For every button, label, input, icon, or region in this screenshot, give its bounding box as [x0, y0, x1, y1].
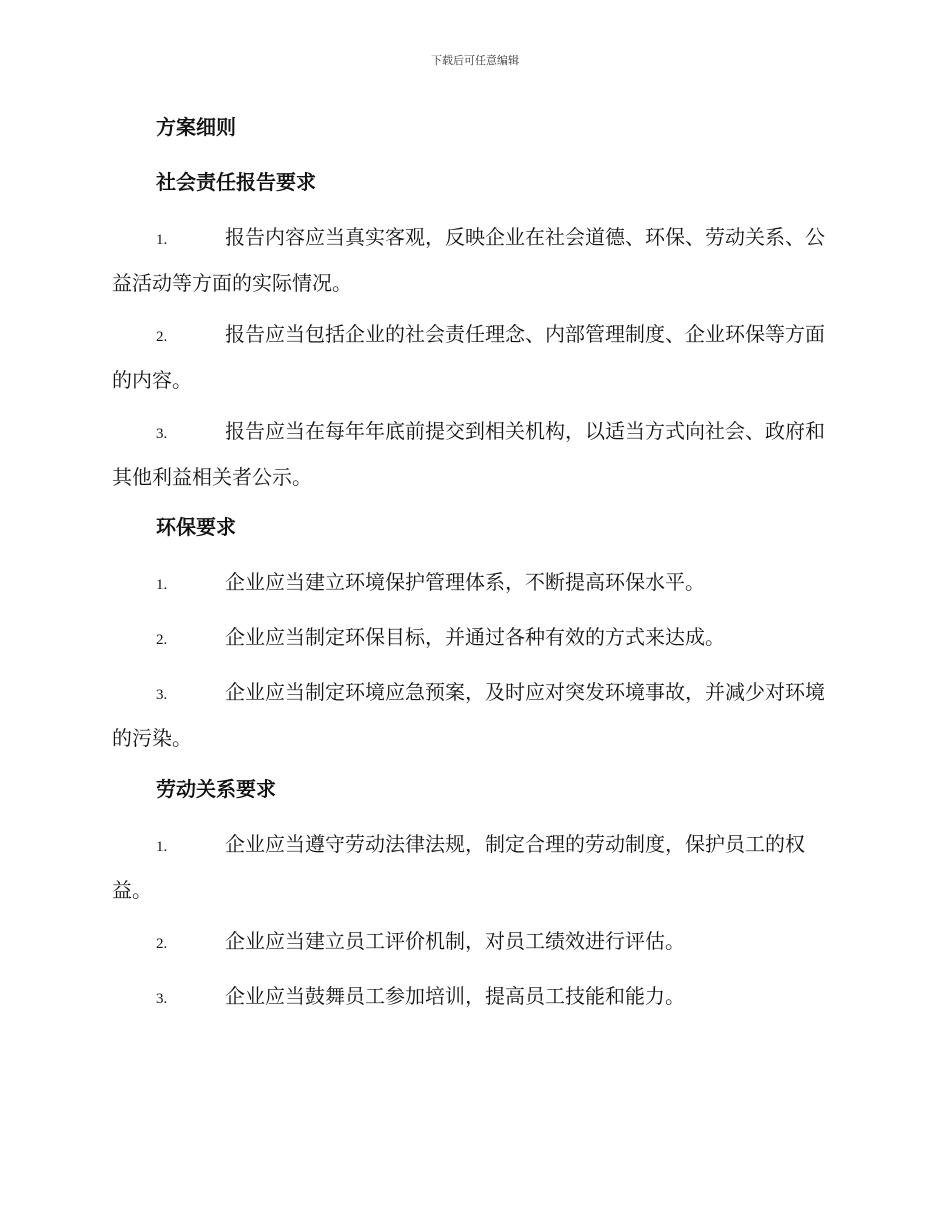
- list-item: [112, 216, 837, 305]
- item-number: 2.: [156, 632, 168, 648]
- item-text: 企业应当制定环境应急预案，及时应对突发环境事故，并减少对环境的污染。: [112, 680, 825, 750]
- list-item: [112, 671, 837, 760]
- item-text: 企业应当建立环境保护管理体系，不断提高环保水平。: [225, 570, 705, 594]
- item-number: 3.: [156, 991, 168, 1007]
- list-item: [112, 920, 837, 966]
- list-item: [112, 313, 837, 402]
- item-number: 3.: [156, 687, 168, 703]
- item-number: 2.: [156, 936, 168, 952]
- item-text: 报告应当在每年年底前提交到相关机构，以适当方式向社会、政府和其他利益相关者公示。: [112, 419, 825, 489]
- item-text: 报告内容应当真实客观，反映企业在社会道德、环保、劳动关系、公益活动等方面的实际情况。: [112, 225, 825, 295]
- item-text: 企业应当鼓舞员工参加培训，提高员工技能和能力。: [225, 984, 685, 1008]
- item-text: 企业应当制定环保目标，并通过各种有效的方式来达成。: [225, 625, 725, 649]
- item-number: 1.: [156, 577, 168, 593]
- section-heading-csr: 社会责任报告要求: [156, 170, 316, 194]
- list-item: [112, 561, 837, 607]
- section-heading-environment: 环保要求: [156, 515, 236, 539]
- list-item: [112, 410, 837, 499]
- item-number: 1.: [156, 839, 168, 855]
- item-text: 企业应当遵守劳动法律法规，制定合理的劳动制度，保护员工的权益。: [112, 832, 805, 902]
- list-item: [112, 616, 837, 662]
- item-text: 企业应当建立员工评价机制，对员工绩效进行评估。: [225, 929, 685, 953]
- item-text: 报告应当包括企业的社会责任理念、内部管理制度、企业环保等方面的内容。: [112, 322, 825, 392]
- section-heading-labor: 劳动关系要求: [156, 777, 276, 801]
- document-title: 方案细则: [156, 115, 236, 139]
- list-item: [112, 975, 837, 1021]
- list-item: [112, 823, 837, 912]
- item-number: 1.: [156, 232, 168, 248]
- item-number: 2.: [156, 329, 168, 345]
- page-header: 下载后可任意编辑: [431, 54, 519, 67]
- item-number: 3.: [156, 426, 168, 442]
